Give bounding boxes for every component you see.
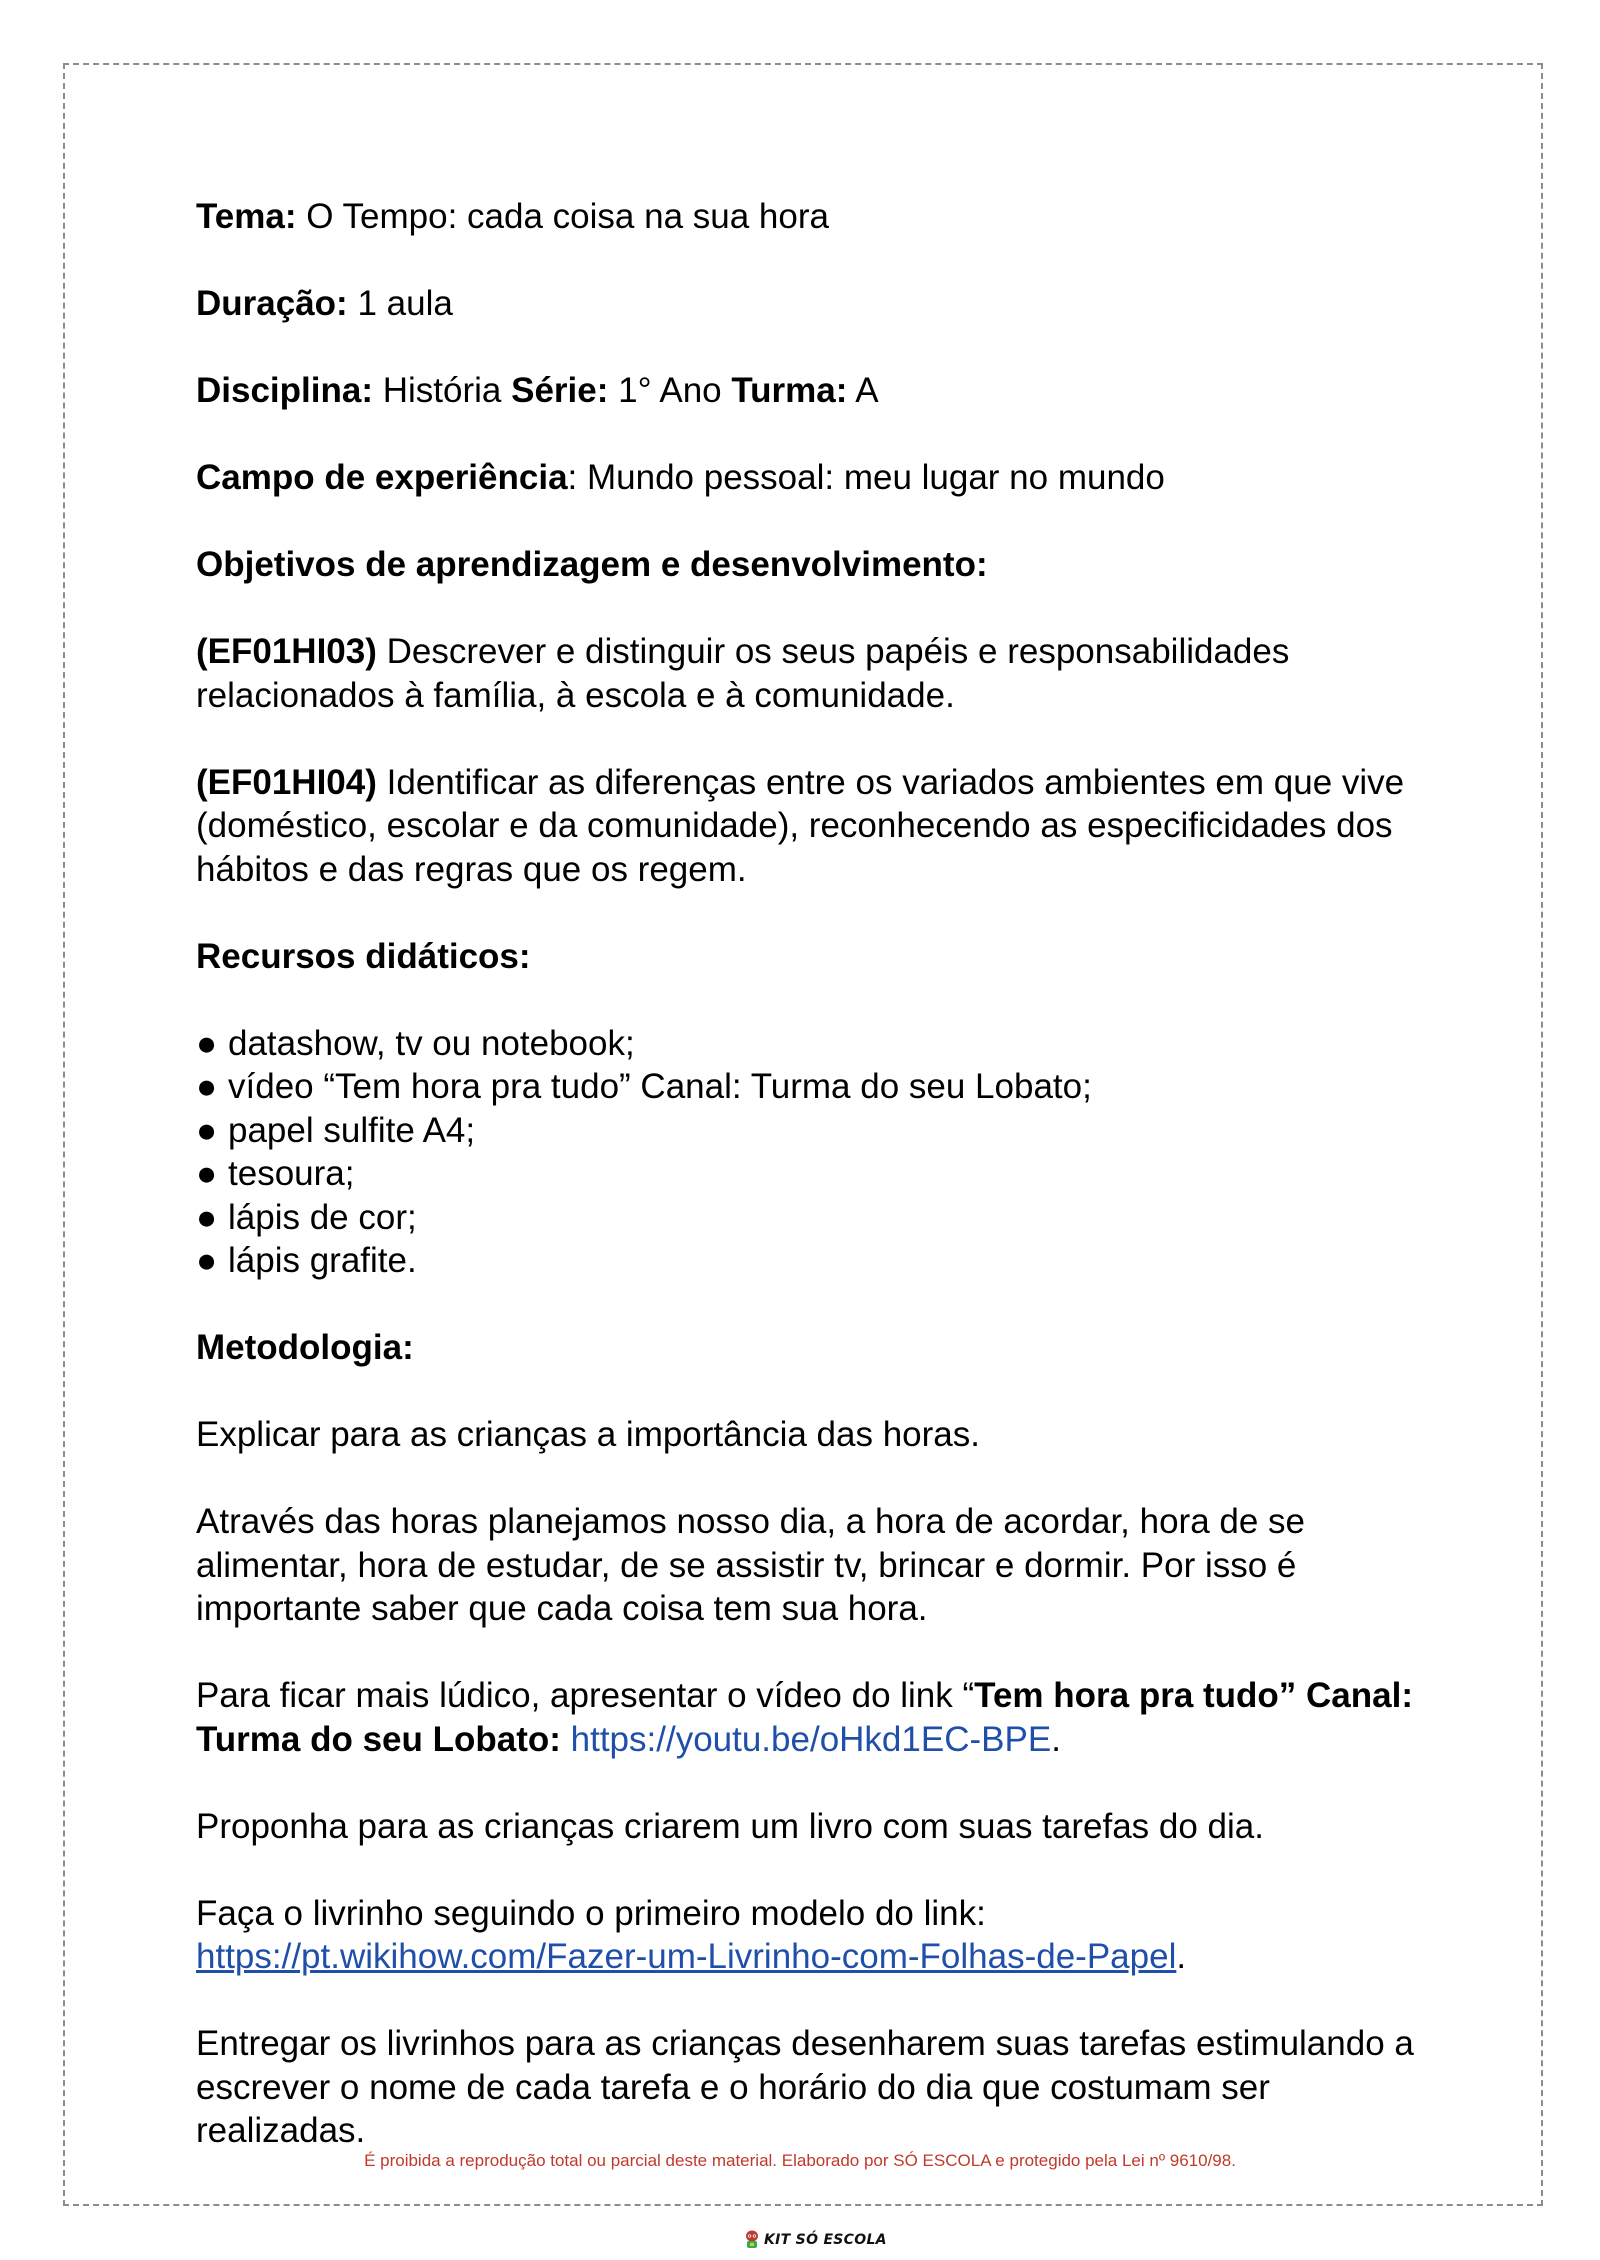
objetivos-heading [196,543,1426,587]
list-item [196,1152,1426,1196]
bullet-icon: ● [196,1023,218,1063]
list-item-text: tesoura; [228,1154,355,1193]
list-item-text: lápis de cor; [228,1197,417,1237]
objetivo-item [196,630,1426,717]
objetivo-text: Identificar as diferenças entre os variados ambientes em que vive (doméstico, escolar e da comunidade), reconhecendo as especificidades dos hábitos e das regras que os regem. [196,762,1405,889]
objetivo-code: (EF01HI03) [196,632,377,671]
kit-so-escola-logo [744,2229,887,2251]
mascot-icon [744,2230,760,2250]
objetivo-code: (EF01HI04) [196,762,377,802]
video-title: Tem hora pra tudo” Canal: Turma do seu Lobato: [196,1676,1413,1759]
wikihow-link[interactable]: https://pt.wikihow.com/Fazer-um-Livrinho-com-Folhas-de-Papel [196,1937,1177,1976]
lesson-plan [196,195,1426,2153]
list-item-text: lápis grafite. [228,1241,417,1280]
disciplina-value: História [382,371,502,410]
list-item-text: datashow, tv ou notebook; [228,1023,635,1063]
disciplina-line [196,369,1426,413]
campo-line [196,456,1426,500]
metodologia-paragraph: Entregar os livrinhos para as crianças desenharem suas tarefas estimulando a escrever o nome de cada tarefa e o horário do dia que costumam ser realizadas. [196,2024,1414,2150]
bullet-icon: ● [196,1197,218,1237]
youtube-link[interactable]: https://youtu.be/oHkd1EC-BPE [570,1719,1052,1759]
list-item [196,1239,1426,1283]
bullet-icon: ● [196,1110,218,1150]
metodologia-paragraph: Através das horas planejamos nosso dia, a hora de acordar, hora de se alimentar, hora de estudar, de se assistir tv, brincar e dormir. Por isso é importante saber que cada coisa tem sua hora. [196,1502,1306,1628]
list-item-text: papel sulfite A4; [228,1110,476,1150]
duracao-line [196,282,1426,326]
campo-value: : Mundo pessoal: meu lugar no mundo [567,458,1165,497]
list-item [196,1065,1426,1109]
bullet-icon: ● [196,1067,218,1106]
metodologia-paragraph: Explicar para as crianças a importância das horas. [196,1415,980,1454]
turma-label: Turma: [731,371,848,410]
tema-label: Tema: [196,197,297,236]
objetivo-text: Descrever e distinguir os seus papéis e responsabilidades relacionados à família, à escola e à comunidade. [196,632,1290,715]
metodologia-heading-text: Metodologia: [196,1328,414,1367]
recursos-heading [196,935,1426,979]
tema-value: O Tempo: cada coisa na sua hora [306,197,829,236]
metodologia-heading [196,1326,1426,1370]
metodologia-paragraph: Proponha para as crianças criarem um livro com suas tarefas do dia. [196,1806,1264,1846]
disciplina-label: Disciplina: [196,371,373,410]
serie-value: 1° Ano [618,371,722,410]
period: . [1176,1937,1187,1976]
bullet-icon: ● [196,1241,218,1280]
logo-text: KIT SÓ ESCOLA [764,2232,887,2248]
period: . [1051,1719,1061,1759]
duracao-label: Duração: [196,284,348,323]
list-item [196,1196,1426,1240]
recursos-list [196,1022,1426,1283]
objetivos-heading-text: Objetivos de aprendizagem e desenvolvimento: [196,545,988,584]
turma-value: A [855,371,879,410]
video-intro-text: Para ficar mais lúdico, apresentar o vídeo do link “ [196,1676,975,1715]
objetivo-item [196,761,1426,892]
bullet-icon: ● [196,1154,218,1193]
list-item-text: vídeo “Tem hora pra tudo” Canal: Turma do seu Lobato; [228,1067,1092,1106]
serie-label: Série: [511,371,609,410]
tema-line [196,195,1426,239]
campo-label: Campo de experiência [196,458,568,497]
wikihow-paragraph [196,1892,1426,1979]
list-item [196,1109,1426,1153]
recursos-heading-text: Recursos didáticos: [196,936,531,976]
list-item [196,1022,1426,1066]
copyright-notice: É proibida a reprodução total ou parcial deste material. Elaborado por SÓ ESCOLA e protegido pela Lei nº 9610/98. [364,2151,1236,2170]
video-paragraph [196,1674,1426,1761]
duracao-value: 1 aula [357,284,453,323]
wikihow-intro-text: Faça o livrinho seguindo o primeiro modelo do link: [196,1893,986,1933]
